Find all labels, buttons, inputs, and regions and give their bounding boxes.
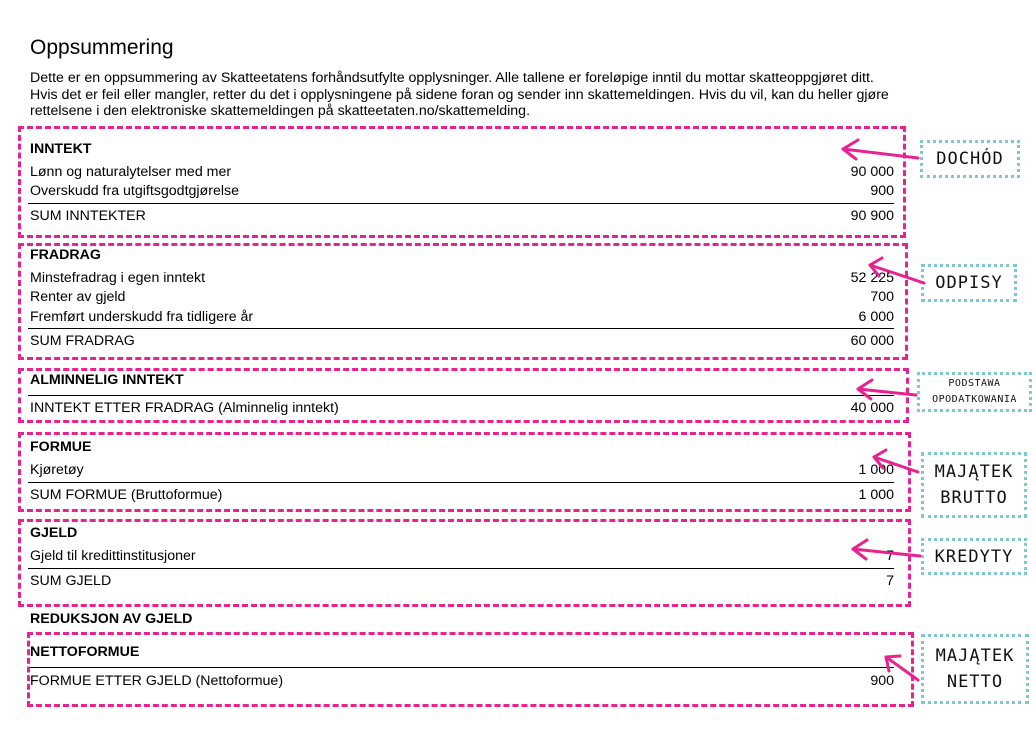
annotation-text: DOCHÓD: [936, 149, 1004, 169]
section-heading-inntekt: INNTEKT: [30, 141, 92, 157]
row-value: 52 225: [850, 270, 894, 286]
row-label: Lønn og naturalytelser med mer: [30, 164, 232, 180]
sum-label: SUM FORMUE (Bruttoformue): [30, 487, 223, 503]
annotation-text: BRUTTO: [940, 488, 1008, 508]
arrow-icon: [858, 380, 916, 399]
row-value: 6 000: [858, 309, 894, 325]
row-value: 7: [886, 548, 894, 564]
arrow-icon: [870, 258, 924, 283]
annotation-text: PODSTAWA: [948, 378, 1001, 389]
section-heading-nettoformue: NETTOFORMUE: [30, 644, 140, 660]
intro-paragraph: Dette er en oppsummering av Skatteetatens forhåndsutfylte opplysninger. Alle tallene er foreløpige inntil du mottar skatteoppgjøret ditt. Hvis det er feil eller mangler, retter du det i opplysningene på sidene foran og sender inn skattemeldingen. Hvis du vil, kan du heller gjøre rettelsene i den elektroniske skattemeldingen på skatteetaten.no/skattemelding.: [30, 70, 889, 119]
sum-label: SUM INNTEKTER: [30, 208, 146, 224]
arrow-icon: [886, 656, 918, 680]
section-heading-reduksjon-av-gjeld: REDUKSJON AV GJELD: [30, 611, 193, 627]
sum-label: SUM GJELD: [30, 573, 112, 589]
arrow-icon: [843, 140, 918, 159]
sum-value: 90 900: [850, 208, 894, 224]
row-value: 900: [870, 183, 894, 199]
row-label: Kjøretøy: [30, 462, 84, 478]
annotation-text: MAJĄTEK: [935, 646, 1015, 666]
row-value: 90 000: [850, 164, 894, 180]
annotation-text: KREDYTY: [934, 546, 1014, 567]
row-label: Fremført underskudd fra tidligere år: [30, 309, 254, 325]
annotation-text: MAJĄTEK: [934, 462, 1014, 482]
row-label: Minstefradrag i egen inntekt: [30, 270, 206, 286]
annotation-text: OPODATKOWANIA: [932, 394, 1017, 405]
sum-value: 40 000: [850, 400, 894, 416]
section-heading-alminnelig-inntekt: ALMINNELIG INNTEKT: [30, 372, 184, 388]
sum-value: 900: [870, 673, 894, 689]
sum-label: INNTEKT ETTER FRADRAG (Alminnelig inntekt): [30, 400, 339, 416]
row-label: Renter av gjeld: [30, 289, 126, 305]
page-title: Oppsummering: [30, 36, 174, 59]
annotation-text: NETTO: [946, 672, 1004, 692]
row-label: Overskudd fra utgiftsgodtgjørelse: [30, 183, 239, 199]
section-heading-formue: FORMUE: [30, 439, 92, 455]
sum-value: 7: [886, 573, 894, 589]
section-heading-gjeld: GJELD: [30, 525, 78, 541]
row-label: Gjeld til kredittinstitusjoner: [30, 548, 196, 564]
row-value: 1 000: [858, 462, 894, 478]
arrow-icon: [874, 450, 918, 472]
row-value: 700: [870, 289, 894, 305]
annotation-text: ODPISY: [935, 273, 1003, 293]
sum-label: SUM FRADRAG: [30, 333, 135, 349]
arrow-icon: [853, 540, 920, 559]
section-heading-fradrag: FRADRAG: [30, 247, 101, 263]
sum-value: 1 000: [858, 487, 894, 503]
sum-value: 60 000: [850, 333, 894, 349]
sum-label: FORMUE ETTER GJELD (Nettoformue): [30, 673, 284, 689]
